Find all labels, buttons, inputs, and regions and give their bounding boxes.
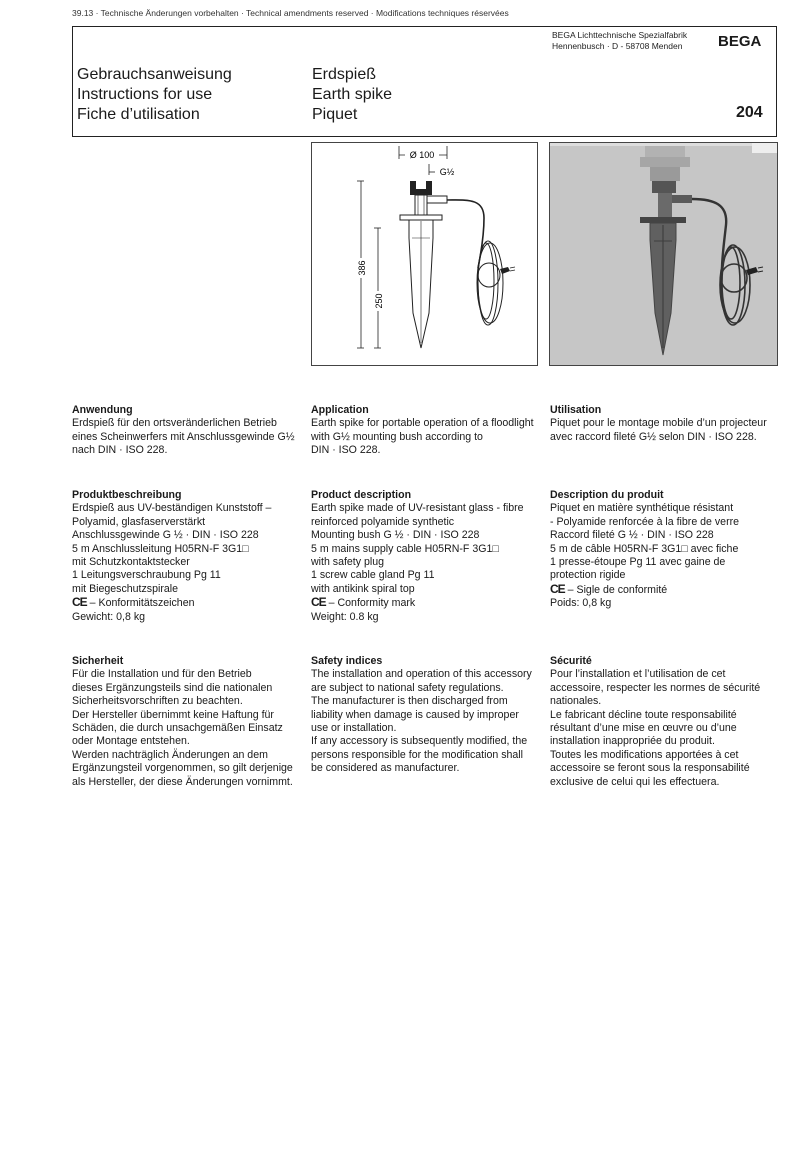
rendered-flange: [640, 217, 686, 223]
text-line: Earth spike for portable operation of a floodlight: [311, 417, 534, 430]
text-line: Raccord fileté G ½ · DIN · ISO 228: [550, 529, 714, 542]
text-line: Werden nachträglich Änderungen an dem: [72, 748, 268, 761]
text-line: Erdspieß aus UV-beständigen Kunststoff –: [72, 502, 272, 515]
text-line: The installation and operation of this accessory: [311, 668, 532, 681]
text-line: with antikink spiral top: [311, 582, 415, 595]
text-line: Ergänzungsteil vorgenommen, so gilt derjenige: [72, 762, 293, 775]
section-heading: Application: [311, 404, 369, 416]
section-heading: Produktbeschreibung: [72, 489, 182, 501]
product-name-fr: Piquet: [312, 106, 358, 123]
section-heading: Sicherheit: [72, 655, 124, 667]
text-line: Toutes les modifications apportées à cet: [550, 748, 739, 761]
text-line: Le fabricant décline toute responsabilité: [550, 708, 737, 721]
text-line: reinforced polyamide synthetic: [311, 515, 455, 528]
dim-height-label: 386: [357, 260, 367, 276]
ce-mark-icon: CE: [72, 595, 87, 610]
text-line: oder Montage entstehen.: [72, 735, 190, 748]
text-line: mit Biegeschutzspirale: [72, 582, 178, 595]
application-en: [311, 404, 543, 458]
text-line: Earth spike made of UV-resistant glass - fibre: [311, 502, 524, 515]
product-name-en: Earth spike: [312, 86, 393, 103]
text-line: Mounting bush G ½ · DIN · ISO 228: [311, 529, 480, 542]
plug: [500, 267, 510, 274]
text-line: als Hersteller, der diese Änderungen vornimmt.: [72, 775, 293, 788]
conformity-line: [550, 583, 782, 597]
safety-fr: [550, 655, 782, 789]
text-line: Erdspieß für den ortsveränderlichen Betrieb: [72, 417, 277, 430]
application-fr: [550, 404, 782, 444]
text-line: 5 m Anschlussleitung H05RN-F 3G1□: [72, 542, 249, 555]
text-line: Der Hersteller übernimmt keine Haftung für: [72, 708, 274, 721]
text-line: 1 presse-étoupe Pg 11 avec gaine de: [550, 556, 726, 569]
dim-thread-label: G½: [439, 167, 455, 177]
product-title: [312, 65, 392, 125]
document-number: 204: [736, 104, 763, 121]
text-line: 1 screw cable gland Pg 11: [311, 569, 435, 582]
text-line: 5 m mains supply cable H05RN-F 3G1□: [311, 542, 499, 555]
product-description-fr: [550, 489, 782, 611]
text-line: Für die Installation und für den Betrieb: [72, 668, 252, 681]
text-line: If any accessory is subsequently modified, the: [311, 735, 528, 748]
ce-mark-icon: CE: [550, 581, 565, 596]
text-line: accessoire, respecter les normes de sécurité: [550, 681, 761, 694]
weight-line: Gewicht: 0,8 kg: [72, 610, 146, 623]
doc-type-fr: Fiche d’utilisation: [77, 106, 200, 123]
rendered-gland: [672, 195, 692, 203]
text-line: résultant d’une mise en œuvre ou d’une: [550, 722, 737, 735]
text-line: dieses Ergänzungsteils sind die nationalen: [72, 681, 273, 694]
dim-spike-label: 250: [374, 293, 384, 309]
text-line: DIN · ISO 228.: [311, 444, 381, 457]
text-line: liability when damage is caused by improper: [311, 708, 519, 721]
conformity-line: [311, 596, 543, 610]
text-line: protection rigide: [550, 569, 626, 582]
text-line: are subject to national safety regulations.: [311, 681, 504, 694]
product-name-de: Erdspieß: [312, 66, 377, 83]
company-name: BEGA Lichttechnische Spezialfabrik: [552, 30, 688, 40]
text-line: Piquet pour le montage mobile d’un projecteur: [550, 417, 767, 430]
section-heading: Description du produit: [550, 489, 664, 501]
text-line: exclusive de celui qui les effectuera.: [550, 775, 720, 788]
text-line: The manufacturer is then discharged from: [311, 695, 508, 708]
flange: [400, 215, 442, 220]
conformity-text: – Sigle de conformité: [567, 583, 668, 596]
cable-coil: [477, 241, 503, 325]
text-line: Schäden, die durch unsachgemäßen Einsatz: [72, 722, 283, 735]
product-description-en: [311, 489, 543, 624]
text-line: nationales.: [550, 695, 602, 708]
company-location: Hennenbusch · D - 58708 Menden: [552, 41, 683, 51]
text-line: persons responsible for the modification shall: [311, 748, 523, 761]
conformity-line: [72, 596, 304, 610]
doc-type-en: Instructions for use: [77, 86, 213, 103]
weight-line: Poids: 0,8 kg: [550, 597, 612, 610]
technical-drawing: [311, 142, 538, 366]
rendered-coil: [720, 245, 750, 325]
text-line: with safety plug: [311, 556, 385, 569]
conformity-text: – Konformitätszeichen: [89, 597, 195, 610]
section-heading: Anwendung: [72, 404, 133, 416]
company-address: [552, 30, 687, 52]
text-line: accessoire se feront sous la responsabilité: [550, 762, 750, 775]
text-line: - Polyamide renforcée à la fibre de verre: [550, 515, 740, 528]
section-heading: Utilisation: [550, 404, 602, 416]
text-line: 5 m de câble H05RN-F 3G1□ avec fiche: [550, 542, 739, 555]
cable: [447, 200, 484, 268]
header-rule: [72, 136, 777, 137]
earth-spike-drawing: [312, 143, 537, 365]
brand-logo: BEGA: [718, 33, 762, 50]
text-line: Anschlussgewinde G ½ · DIN · ISO 228: [72, 529, 259, 542]
rendered-bush: [658, 193, 672, 217]
text-line: nach DIN · ISO 228.: [72, 444, 168, 457]
text-line: Sicherheitsvorschriften zu beachten.: [72, 695, 243, 708]
safety-en: [311, 655, 543, 776]
text-line: with G½ mounting bush according to: [311, 430, 483, 443]
conformity-text: – Conformity mark: [328, 597, 416, 610]
section-heading: Safety indices: [311, 655, 383, 667]
rendered-cable: [692, 199, 726, 268]
text-line: use or installation.: [311, 722, 397, 735]
section-heading: Sécurité: [550, 655, 592, 667]
text-line: 1 Leitungsverschraubung Pg 11: [72, 569, 221, 582]
application-de: [72, 404, 304, 458]
cable-gland: [427, 196, 447, 203]
document-type: [77, 65, 232, 125]
text-line: avec raccord fileté G½ selon DIN · ISO 228.: [550, 430, 757, 443]
weight-line: Weight: 0.8 kg: [311, 610, 379, 623]
text-line: eines Scheinwerfers mit Anschlussgewinde G½: [72, 430, 295, 443]
ce-mark-icon: CE: [311, 595, 326, 610]
text-line: Piquet en matière synthétique résistant: [550, 502, 734, 515]
text-line: Pour l’installation et l’utilisation de cet: [550, 668, 726, 681]
revision-note: 39.13 · Technische Änderungen vorbehalten · Technical amendments reserved · Modifications techniques réservées: [72, 8, 509, 18]
earth-spike-rendering: [550, 143, 777, 365]
text-line: installation inappropriée du produit.: [550, 735, 715, 748]
product-rendering: [549, 142, 778, 366]
text-line: be considered as manufacturer.: [311, 762, 460, 775]
text-line: Polyamid, glasfaserverstärkt: [72, 515, 206, 528]
dim-diameter-label: Ø 100: [409, 150, 435, 160]
doc-type-de: Gebrauchsanweisung: [77, 66, 232, 83]
safety-de: [72, 655, 304, 789]
text-line: mit Schutzkontaktstecker: [72, 556, 190, 569]
product-description-de: [72, 489, 304, 624]
section-heading: Product description: [311, 489, 412, 501]
